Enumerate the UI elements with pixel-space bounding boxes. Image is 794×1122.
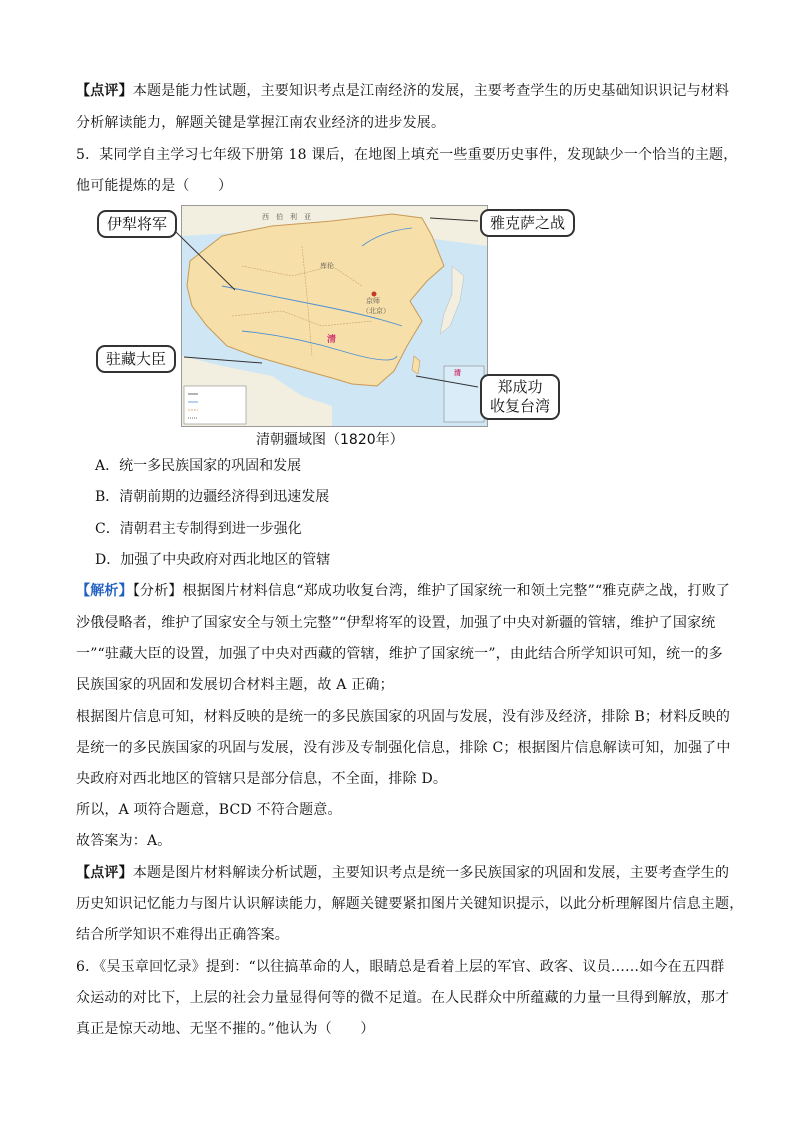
analysis-subtag: 【分析】 bbox=[132, 583, 183, 599]
analysis-line-1: 【解析】【分析】根据图片材料信息“郑成功收复台湾，维护了国家统一和领土完整”“雅克萨之战，打败了 bbox=[76, 583, 731, 599]
analysis-line-5: 根据图片信息可知，材料反映的是统一的多民族国家的巩固与发展，没有涉及经济，排除 B；材料反映的 bbox=[76, 709, 731, 725]
callout-zhuzang: 驻藏大臣 bbox=[96, 345, 176, 373]
map-label-siberia: 西 伯 利 亚 bbox=[262, 213, 311, 221]
q5-option-d: D．加强了中央政府对西北地区的管辖 bbox=[95, 552, 331, 568]
analysis-line-6: 是统一的多民族国家的巩固与发展，没有涉及专制强化信息，排除 C；根据图片信息解读可知，加强了中 bbox=[76, 740, 731, 756]
analysis-line-7: 央政府对西北地区的管辖只是部分信息，不全面，排除 D。 bbox=[76, 771, 448, 787]
callout-zhengchenggong-line-1: 郑成功 bbox=[497, 378, 543, 396]
analysis-tag: 【解析】 bbox=[76, 583, 133, 599]
q5-stem-line-1: 5．某同学自主学习七年级下册第 18 课后，在地图上填充一些重要历史事件，发现缺少一个恰当的主题， bbox=[76, 147, 738, 163]
comment-line-3: 结合所学知识不难得出正确答案。 bbox=[76, 927, 289, 943]
analysis-line-2: 沙俄侵略者，维护了国家安全与领土完整”“伊犁将军的设置，加强了中央对新疆的管辖，维护了国家统 bbox=[76, 615, 716, 631]
prev-comment-line-1: 【点评】本题是能力性试题，主要知识考点是江南经济的发展，主要考查学生的历史基础知识识记与材料 bbox=[76, 83, 730, 99]
prev-comment-tag: 【点评】 bbox=[76, 83, 133, 99]
map-caption: 清朝疆域图（1820年） bbox=[256, 432, 404, 448]
callout-zhengchenggong-line-2: 收复台湾 bbox=[490, 397, 551, 415]
callout-yili: 伊犁将军 bbox=[97, 210, 177, 238]
prev-comment-line-2: 分析解读能力，解题关键是掌握江南农业经济的进步发展。 bbox=[76, 115, 446, 131]
q6-stem-line-3: 真正是惊天动地、无坚不摧的。”他认为（ ） bbox=[76, 1021, 375, 1037]
map-label-jingshi: 京师 bbox=[366, 297, 380, 305]
q5-option-b: B．清朝前期的边疆经济得到迅速发展 bbox=[95, 489, 330, 505]
analysis-line-8: 所以，A 项符合题意，BCD 不符合题意。 bbox=[76, 802, 342, 818]
analysis-line-3: 一”“驻藏大臣的设置，加强了中央对西藏的管辖，维护了国家统一”，由此结合所学知识可知，统一的多 bbox=[76, 646, 723, 662]
map-label-qing: 清 bbox=[327, 335, 337, 345]
q5-option-a: A．统一多民族国家的巩固和发展 bbox=[95, 458, 302, 474]
q6-stem-line-1: 6．《吴玉章回忆录》提到：“以往搞革命的人，眼睛总是看着上层的军官、政客、议员……如今在五四群 bbox=[76, 959, 725, 975]
map-label-kulun: 库伦 bbox=[320, 262, 334, 270]
callout-zhengchenggong bbox=[480, 374, 560, 420]
comment-tag: 【点评】 bbox=[76, 865, 133, 881]
comment-line-1: 【点评】本题是图片材料解读分析试题，主要知识考点是统一多民族国家的巩固和发展，主要考查学生的 bbox=[76, 865, 730, 881]
q5-stem-line-2: 他可能提炼的是（ ） bbox=[76, 178, 233, 194]
analysis-answer: 故答案为：A。 bbox=[76, 833, 172, 849]
analysis-line-4: 民族国家的巩固和发展切合材料主题，故 A 正确； bbox=[76, 677, 394, 693]
q5-option-c: C．清朝君主专制得到进一步强化 bbox=[95, 521, 302, 537]
q6-stem-line-2: 众运动的对比下，上层的社会力量显得何等的微不足道。在人民群众中所蕴藏的力量一旦得到解放，那才 bbox=[76, 990, 730, 1006]
callout-yakesa: 雅克萨之战 bbox=[480, 209, 575, 237]
map-label-beijing: （北京） bbox=[362, 307, 390, 315]
comment-line-2: 历史知识记忆能力与图片认识解读能力，解题关键要紧扣图片关键知识提示，以此分析理解图片信息主题， bbox=[76, 896, 744, 912]
map-label-qing-inset: 清 bbox=[454, 369, 461, 377]
